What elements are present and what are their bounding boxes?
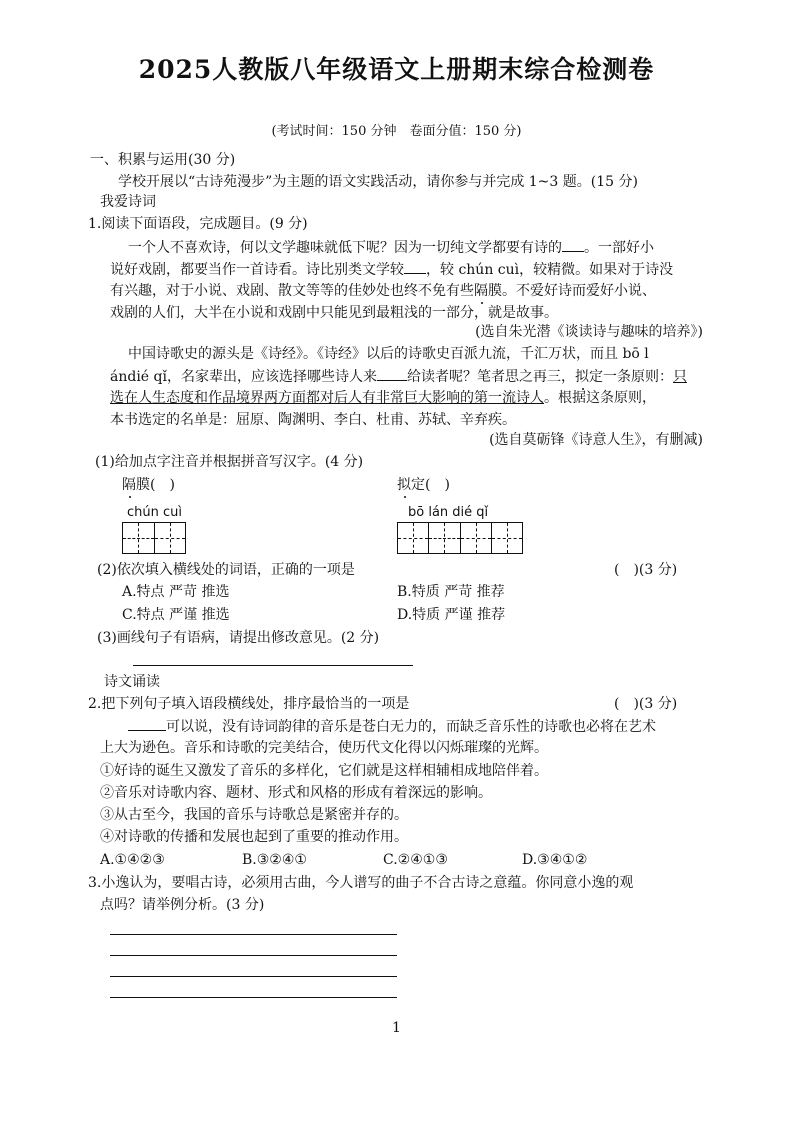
part-title-poetry: 我爱诗词 — [100, 194, 156, 210]
text: 定一条原则： — [588, 369, 673, 385]
answer-line[interactable] — [110, 976, 397, 977]
source-2: (选自莫砺锋《诗意人生》，有删减) — [489, 432, 703, 448]
writing-grid-1[interactable] — [122, 522, 186, 554]
dotted-char: 隔 — [474, 283, 488, 299]
grid-cell[interactable] — [123, 523, 155, 553]
text: 。一部好小 — [584, 240, 654, 256]
answer-line[interactable] — [110, 955, 397, 956]
text: 给读者呢？笔者思之再三， — [406, 369, 575, 385]
fill-blank-1[interactable] — [562, 237, 584, 252]
q2-line1 — [128, 716, 656, 737]
fill-blank-2[interactable] — [404, 259, 426, 274]
dotted-char: 隔 — [122, 477, 136, 493]
q2-line2: 上大为逊色。音乐和诗歌的完美结合，使历代文化得以闪烁璀璨的光辉。 — [100, 740, 548, 756]
text: 一个人不喜欢诗，何以文学趣味就低下呢？因为一切纯文学都要有诗的 — [128, 240, 562, 256]
q3-line1: 3.小逸认为，要唱古诗，必须用古曲，今人谱写的曲子不合古诗之意蕴。你同意小逸的观 — [88, 875, 634, 891]
underlined-sentence: 选在人生态度和作品境界两方面都对后人有非常巨大影响的第一流诗人 — [110, 390, 544, 406]
answer-paren[interactable]: 膜( ) — [136, 477, 175, 493]
q1-sub3: (3)画线句子有语病，请提出修改意见。(2 分) — [97, 630, 380, 646]
text: ándié qǐ，名家辈出，应该选择哪些诗人来 — [110, 369, 377, 385]
word-niding — [397, 475, 450, 495]
pinyin-2: bō lán dié qǐ — [408, 505, 489, 520]
underlined-text: 只 — [672, 369, 687, 385]
q2-sentence-1: ①好诗的诞生又激发了音乐的多样化，它们就是这样相辅相成地陪伴着。 — [100, 763, 548, 779]
text: 可以说，没有诗词韵律的音乐是苍白无力的，而缺乏音乐性的诗歌也必将在艺术 — [166, 719, 656, 735]
q1-option-c[interactable]: C.特点 严谨 推选 — [122, 607, 230, 623]
exam-info: (考试时间：150 分钟 卷面分值：150 分) — [271, 124, 522, 139]
q1-p1-line3 — [110, 281, 656, 301]
section-heading: 一、积累与运用(30 分) — [90, 152, 236, 168]
answer-line[interactable] — [110, 997, 397, 998]
q2-sentence-4: ④对诗歌的传播和发展也起到了重要的推动作用。 — [100, 829, 408, 845]
answer-line[interactable] — [133, 665, 413, 666]
source-1: (选自朱光潜《谈读诗与趣味的培养》) — [475, 324, 703, 340]
q1-p2-line3 — [110, 388, 656, 408]
q1-p1-line4: 戏剧的人们，大半在小说和戏剧中只能见到最粗浅的一部分，就是故事。 — [110, 305, 558, 321]
grid-cell[interactable] — [492, 523, 522, 553]
grid-cell[interactable] — [429, 523, 460, 553]
q1-p2-line2 — [110, 366, 687, 387]
page-number: 1 — [392, 1020, 401, 1036]
fill-blank-3[interactable] — [377, 366, 407, 381]
answer-paren[interactable]: 定( ) — [411, 477, 450, 493]
answer-line[interactable] — [110, 934, 397, 935]
q1-option-b[interactable]: B.特质 严苛 推荐 — [397, 584, 505, 600]
fill-blank-4[interactable] — [128, 716, 166, 731]
q1-sub2: (2)依次填入横线处的词语，正确的一项是 — [97, 562, 355, 578]
q2-score: ( )(3 分) — [614, 696, 678, 712]
q1-sub2-score: ( )(3 分) — [614, 562, 678, 578]
section-intro: 学校开展以“古诗苑漫步”为主题的语文实践活动，请你参与并完成 1~3 题。(15 分) — [118, 174, 638, 190]
text: 有兴趣，对于小说、戏剧、散文等等的佳妙处也终不免有些 — [110, 283, 474, 299]
text: 膜。不爱好诗而爱好小说、 — [488, 283, 656, 299]
text: 。根据这条原则， — [544, 390, 656, 406]
text: ，较 chún cuì，较精微。如果对于诗没 — [426, 262, 674, 278]
grid-cell[interactable] — [461, 523, 492, 553]
q2-sentence-3: ③从古至今，我国的音乐与诗歌总是紧密并存的。 — [100, 807, 408, 823]
q2-sentence-2: ②音乐对诗歌内容、题材、形式和风格的形成有着深远的影响。 — [100, 785, 492, 801]
q1-p1-line2 — [110, 259, 673, 280]
dotted-char: 拟 — [397, 477, 411, 493]
q1-p2-line1: 中国诗歌史的源头是《诗经》。《诗经》以后的诗歌史百派九流，千汇万状，而且 bō l — [128, 346, 649, 362]
grid-cell[interactable] — [155, 523, 186, 553]
q1-p1-line1 — [128, 237, 654, 258]
q2-option-d[interactable]: D.③④①② — [522, 852, 588, 868]
q1-stem: 1.阅读下面语段，完成题目。(9 分) — [88, 216, 308, 232]
q1-p2-line4: 本书选定的名单是：屈原、陶渊明、李白、杜甫、苏轼、辛弃疾。 — [110, 412, 516, 428]
q2-option-c[interactable]: C.②④①③ — [383, 852, 448, 868]
q3-line2: 点吗？请举例分析。(3 分) — [100, 897, 265, 913]
q2-stem: 2.把下列句子填入语段横线处，排序最恰当的一项是 — [88, 696, 410, 712]
page-title: 2025人教版八年级语文上册期末综合检测卷 — [138, 55, 655, 84]
q1-option-d[interactable]: D.特质 严谨 推荐 — [397, 607, 506, 623]
part-title-recitation: 诗文诵读 — [104, 674, 160, 690]
word-gemo — [122, 475, 175, 495]
q1-sub1: (1)给加点字注音并根据拼音写汉字。(4 分) — [95, 454, 364, 470]
q1-option-a[interactable]: A.特点 严苛 推选 — [122, 584, 230, 600]
q2-option-b[interactable]: B.③②④① — [242, 852, 307, 868]
dotted-char: 拟 — [574, 369, 589, 385]
q2-option-a[interactable]: A.①④②③ — [100, 852, 165, 868]
pinyin-1: chún cuì — [127, 505, 182, 520]
grid-cell[interactable] — [398, 523, 429, 553]
writing-grid-2[interactable] — [397, 522, 523, 554]
text: 说好戏剧，都要当作一首诗看。诗比别类文学较 — [110, 262, 404, 278]
